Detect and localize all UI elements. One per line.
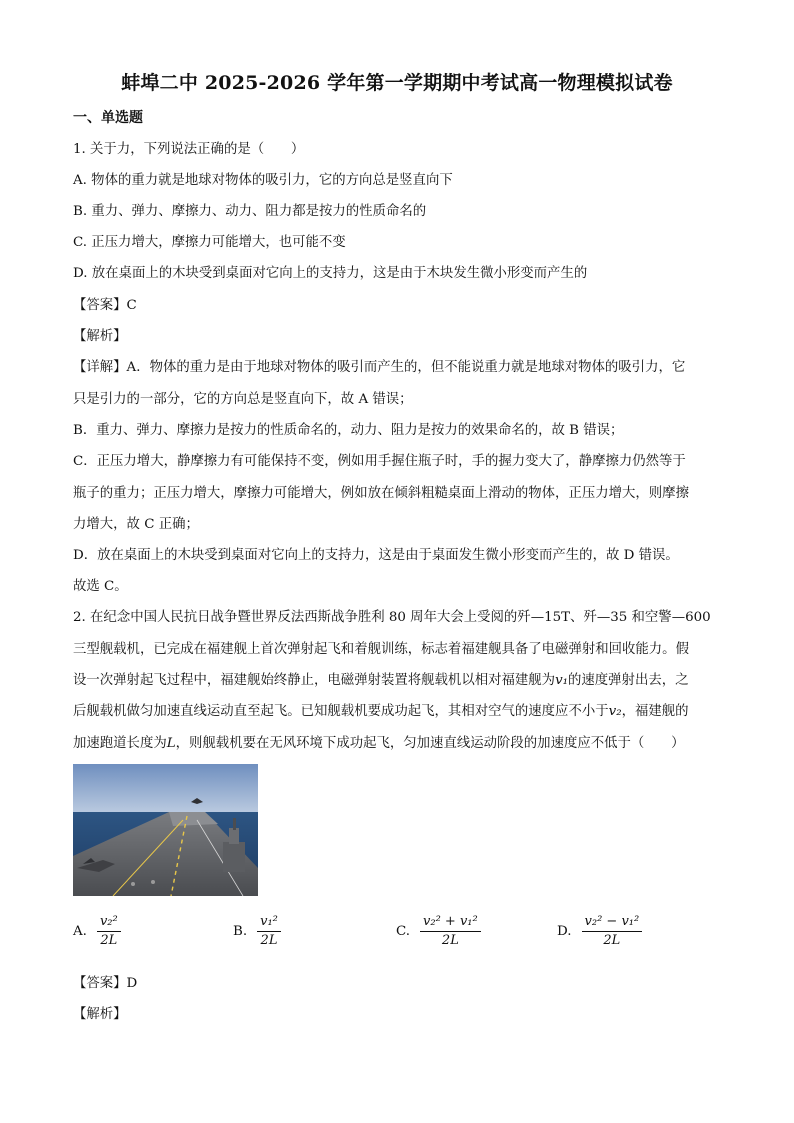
q1-detail-line: 【详解】A．物体的重力是由于地球对物体的吸引而产生的，但不能说重力就是地球对物体的吸引力，它: [73, 360, 686, 375]
section-heading: 一、单选题: [73, 110, 143, 126]
q1-detail-line: 瓶子的重力；正压力增大，摩擦力可能增大，例如放在倾斜粗糙桌面上滑动的物体，正压力增大，则摩擦: [73, 486, 689, 501]
q2-stem-line: 2. 在纪念中国人民抗日战争暨世界反法西斯战争胜利 80 周年大会上受阅的歼—15T、歼—35 和空警—600: [73, 610, 711, 625]
q2-stem-line: 设一次弹射起飞过程中，福建舰始终静止，电磁弹射装置将舰载机以相对福建舰为v₁的速度弹射出去，之: [73, 673, 689, 688]
q1-detail-line: 只是引力的一部分，它的方向总是竖直向下，故 A 错误；: [73, 392, 413, 407]
q1-detail-line: B．重力、弹力、摩擦力是按力的性质命名的，动力、阻力是按力的效果命名的，故 B 错误；: [73, 423, 624, 438]
var-L: L: [166, 736, 176, 751]
q1-option-d: D. 放在桌面上的木块受到桌面对它向上的支持力，这是由于木块发生微小形变而产生的: [73, 266, 588, 281]
q2-stem-line: 加速跑道长度为L，则舰载机要在无风环境下成功起飞，匀加速直线运动阶段的加速度应不低于（ ）: [73, 736, 685, 751]
q1-detail-line: D．放在桌面上的木块受到桌面对它向上的支持力，这是由于桌面发生微小形变而产生的，故 D 错误。: [73, 548, 679, 563]
q2-stem-line: 三型舰载机，已完成在福建舰上首次弹射起飞和着舰训练，标志着福建舰具备了电磁弹射和回收能力。假: [73, 642, 689, 657]
var-v2: v₂: [608, 704, 622, 719]
q1-option-a: A. 物体的重力就是地球对物体的吸引力，它的方向总是竖直向下: [73, 173, 453, 188]
q1-detail-line: 故选 C。: [73, 579, 128, 594]
q1-analysis-label: 【解析】: [73, 329, 127, 344]
q1-answer: 【答案】C: [73, 298, 137, 313]
q1-option-c: C. 正压力增大，摩擦力可能增大，也可能不变: [73, 235, 346, 250]
q2-option-c: C. $\frac{\text{v₂² + v₁²}}{2L}$: [396, 914, 481, 949]
carrier-illustration: [73, 764, 258, 896]
q2-stem-line: 后舰载机做匀加速直线运动直至起飞。已知舰载机要成功起飞，其相对空气的速度应不小于v₂，福建舰的: [73, 704, 689, 719]
q2-answer: 【答案】D: [73, 976, 138, 991]
var-v1: v₁: [555, 673, 568, 688]
q2-option-d: D. $\frac{\text{v₂² − v₁²}}{2L}$: [557, 914, 642, 949]
q2-option-b: B. $\frac{\text{v₁²}}{2L}$: [233, 914, 281, 949]
q2-option-a: A. $\frac{\text{v₂²}}{2L}$: [73, 914, 121, 949]
q2-analysis-label: 【解析】: [73, 1007, 127, 1022]
page-title: 蚌埠二中 2025-2026 学年第一学期期中考试高一物理模拟试卷: [121, 72, 673, 94]
q1-option-b: B. 重力、弹力、摩擦力、动力、阻力都是按力的性质命名的: [73, 204, 427, 219]
q1-detail-line: C．正压力增大，静摩擦力有可能保持不变，例如用手握住瓶子时，手的握力变大了，静摩擦力仍然等于: [73, 454, 686, 469]
q1-stem: 1. 关于力，下列说法正确的是（ ）: [73, 142, 305, 157]
q1-detail-line: 力增大，故 C 正确；: [73, 517, 199, 532]
carrier-deck-photo: [73, 764, 258, 896]
